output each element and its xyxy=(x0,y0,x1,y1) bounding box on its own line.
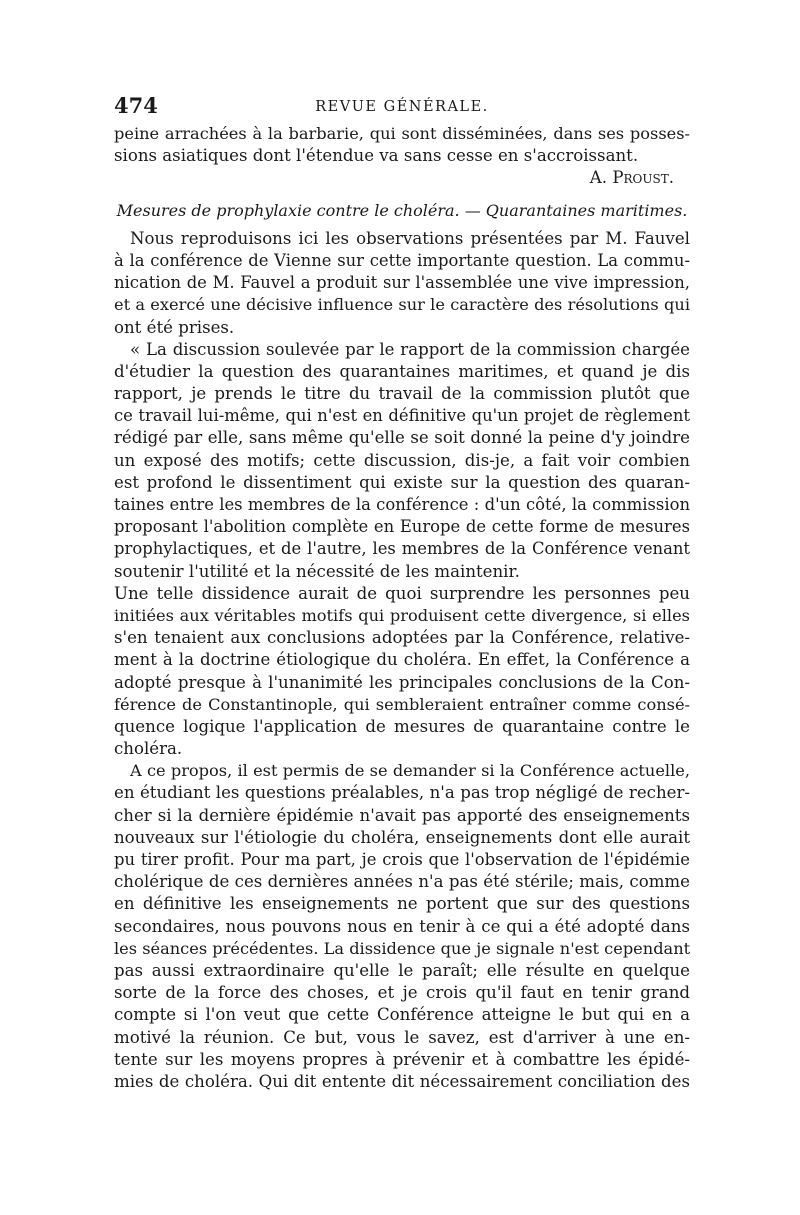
text-line: ont été prises. xyxy=(114,317,235,337)
author-signature xyxy=(114,167,690,189)
text-line: sorte de la force des choses, et je crois qu'il faut en tenir grand xyxy=(114,983,690,1003)
text-line: rédigé par elle, sans même qu'elle se soit donné la peine d'y joindre xyxy=(114,428,690,448)
text-line: peine arrachées à la barbarie, qui sont disséminées, dans ses posses- xyxy=(114,124,690,143)
text-line: soutenir l'utilité et la nécessité de les maintenir. xyxy=(114,561,520,581)
text-line: prophylactiques, et de l'autre, les membres de la Conférence venant xyxy=(114,539,690,559)
text-line: en étudiant les questions préalables, n'a pas trop négligé de recher- xyxy=(114,783,690,803)
text-line: s'en tenaient aux conclusions adoptées par la Conférence, relative- xyxy=(114,628,690,648)
text-line: férence de Constantinople, qui sembleraient entraîner comme consé- xyxy=(114,694,690,714)
text-line: Une telle dissidence aurait de quoi surprendre les personnes peu xyxy=(114,583,690,603)
text-line: choléra. xyxy=(114,739,183,759)
text-line: adopté presque à l'unanimité les principales conclusions de la Con- xyxy=(114,672,690,692)
signature-name: Proust. xyxy=(612,168,674,188)
text-line: cher si la dernière épidémie n'avait pas apporté des enseignements xyxy=(114,805,690,825)
text-line: proposant l'abolition complète en Europe de cette forme de mesures xyxy=(114,517,690,537)
signature-initial: A. xyxy=(589,168,613,188)
section-title: Mesures de prophylaxie contre le choléra. — Quarantaines maritimes. xyxy=(116,200,688,220)
paragraph-4 xyxy=(114,760,690,1093)
text-line: est profond le dissentiment qui existe sur la question des quaran- xyxy=(114,472,690,492)
text-line: en définitive les enseignements ne portent que sur des questions xyxy=(114,894,690,914)
paragraph-2 xyxy=(114,339,690,583)
intro-paragraph xyxy=(114,123,690,190)
page-number: 474 xyxy=(114,93,158,118)
text-line: nication de M. Fauvel a produit sur l'assemblée une vive impression, xyxy=(114,273,690,293)
text-line: d'étudier la question des quarantaines maritimes, et quand je dis xyxy=(114,361,690,381)
text-line: à la conférence de Vienne sur cette importante question. La commu- xyxy=(114,250,690,270)
text-line: et a exercé une décisive influence sur le caractère des résolutions qui xyxy=(114,295,690,315)
paragraph-3 xyxy=(114,583,690,761)
text-line: secondaires, nous pouvons nous en tenir à ce qui a été adopté dans xyxy=(114,916,690,936)
page-header xyxy=(114,93,690,123)
text-line: compte si l'on veut que cette Conférence atteigne le but qui en a xyxy=(114,1005,690,1025)
text-line: les séances précédentes. La dissidence que je signale n'est cependant xyxy=(114,938,691,958)
text-line: ment à la doctrine étiologique du choléra. En effet, la Conférence a xyxy=(114,650,690,670)
text-line: taines entre les membres de la conférence : d'un côté, la commission xyxy=(114,495,690,514)
text-line: rapport, je prends le titre du travail de la commission plutôt que xyxy=(114,384,690,404)
text-line: ce travail lui-même, qui n'est en définitive qu'un projet de règlement xyxy=(114,406,690,426)
text-line: quence logique l'application de mesures de quarantaine contre le xyxy=(114,716,690,736)
paragraph-1 xyxy=(114,228,690,339)
text-line: « La discussion soulevée par le rapport de la commission chargée xyxy=(130,339,690,359)
text-line: Nous reproduisons ici les observations présentées par M. Fauvel xyxy=(130,228,690,248)
text-line: sions asiatiques dont l'étendue va sans cesse en s'accroissant. xyxy=(114,146,639,166)
document-page xyxy=(114,93,690,1093)
text-line: tente sur les moyens propres à prévenir et à combattre les épidé- xyxy=(114,1049,690,1069)
text-line: pu tirer profit. Pour ma part, je crois que l'observation de l'épidémie xyxy=(114,850,690,869)
text-line: nouveaux sur l'étiologie du choléra, enseignements dont elle aurait xyxy=(114,827,690,847)
running-title: REVUE GÉNÉRALE. xyxy=(315,99,489,115)
text-line: initiées aux véritables motifs qui produisent cette divergence, si elles xyxy=(114,605,690,625)
text-line: mies de choléra. Qui dit entente dit nécessairement conciliation des xyxy=(114,1071,690,1091)
text-line: cholérique de ces dernières années n'a pas été stérile; mais, comme xyxy=(114,872,690,892)
text-line: pas aussi extraordinaire qu'elle le paraît; elle résulte en quelque xyxy=(114,960,690,980)
text-line: un exposé des motifs; cette discussion, dis-je, a fait voir combien xyxy=(114,450,690,470)
text-line: motivé la réunion. Ce but, vous le savez, est d'arriver à une en- xyxy=(114,1027,690,1047)
text-line: A ce propos, il est permis de se demander si la Conférence actuelle, xyxy=(130,761,690,781)
